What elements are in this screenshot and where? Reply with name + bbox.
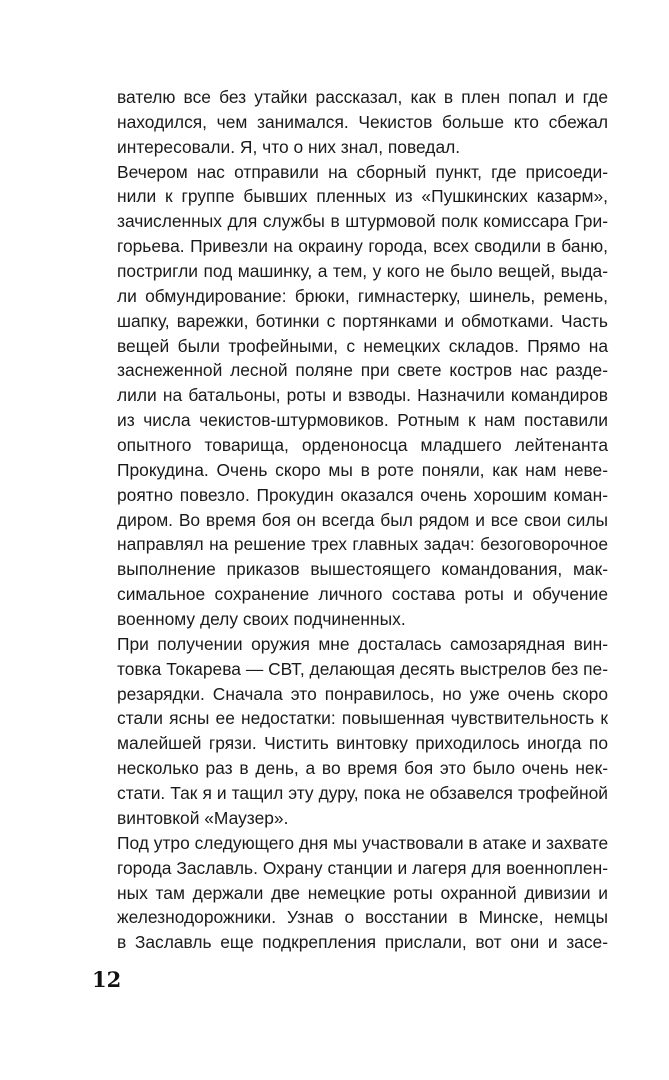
text-line: железнодорожники. Узнав о восстании в Минске, немцы: [117, 907, 608, 928]
text-line: интересовали. Я, что о них знал, поведал.: [117, 136, 461, 157]
text-line: направлял на решение трех главных задач: безоговорочное: [117, 534, 608, 555]
text-line: из числа чекистов-штурмовиков. Ротным к нам поставили: [117, 410, 608, 431]
text-line: Прокудина. Очень скоро мы в роте поняли, как нам неве-: [117, 459, 608, 480]
text-line: лили на батальоны, роты и взводы. Назначили командиров: [117, 385, 608, 406]
text-line: постригли под машинку, а тем, у кого не было вещей, выда-: [117, 261, 608, 282]
text-line: вещей были трофейными, с немецких складов. Прямо на: [117, 335, 608, 356]
text-line: выполнение приказов вышестоящего командования, мак-: [117, 559, 608, 580]
text-line: несколько раз в день, а во время боя это было очень нек-: [117, 758, 608, 779]
text-line: симальное сохранение личного состава роты и обучение: [117, 584, 608, 605]
text-line: резарядки. Сначала это понравилось, но уже очень скоро: [117, 683, 608, 704]
text-line: диром. Во время боя он всегда был рядом и все свои силы: [117, 509, 608, 530]
text-line: шапку, варежки, ботинки с портянками и обмотками. Часть: [117, 310, 608, 331]
text-line: вателю все без утайки рассказал, как в плен попал и где: [117, 87, 608, 107]
text-line: зачисленных для службы в штурмовой полк комиссара Гри-: [117, 211, 608, 232]
text-line: заснеженной лесной поляне при свете костров нас разде-: [117, 360, 608, 381]
text-line: горьева. Привезли на окраину города, всех сводили в баню,: [117, 236, 608, 257]
text-line: находился, чем занимался. Чекистов больше кто сбежал: [117, 111, 608, 132]
text-line: винтовкой «Маузер».: [117, 807, 289, 828]
text-line: в Заславль еще подкрепления прислали, вот они и засе-: [117, 932, 608, 953]
text-line: роятно повезло. Прокудин оказался очень хорошим коман-: [117, 484, 608, 505]
text-line: стати. Так я и тащил эту дуру, пока не обзавелся трофейной: [117, 783, 608, 804]
page-number: 12: [92, 967, 122, 992]
text-line: нили к группе бывших пленных из «Пушкинских казарм»,: [117, 186, 608, 207]
body-text: [117, 85, 608, 955]
text-line: ных там держали две немецкие роты охранной дивизии и: [117, 882, 608, 903]
text-line: Под утро следующего дня мы участвовали в атаке и захвате: [117, 832, 609, 853]
text-line: опытного товарища, орденоносца младшего лейтенанта: [117, 435, 608, 456]
text-line: товка Токарева — СВТ, делающая десять выстрелов без пе-: [117, 658, 608, 679]
text-line: При получении оружия мне досталась самозарядная вин-: [117, 633, 608, 654]
text-line: ли обмундирование: брюки, гимнастерку, шинель, ремень,: [117, 285, 608, 306]
text-line: Вечером нас отправили на сборный пункт, где присоеди-: [117, 161, 608, 182]
text-line: стали ясны ее недостатки: повышенная чувствительность к: [117, 708, 608, 729]
text-line: города Заславль. Охрану станции и лагеря для военноплен-: [117, 857, 608, 878]
text-line: малейшей грязи. Чистить винтовку приходилось иногда по: [117, 733, 608, 754]
text-line: военному делу своих подчиненных.: [117, 609, 406, 630]
